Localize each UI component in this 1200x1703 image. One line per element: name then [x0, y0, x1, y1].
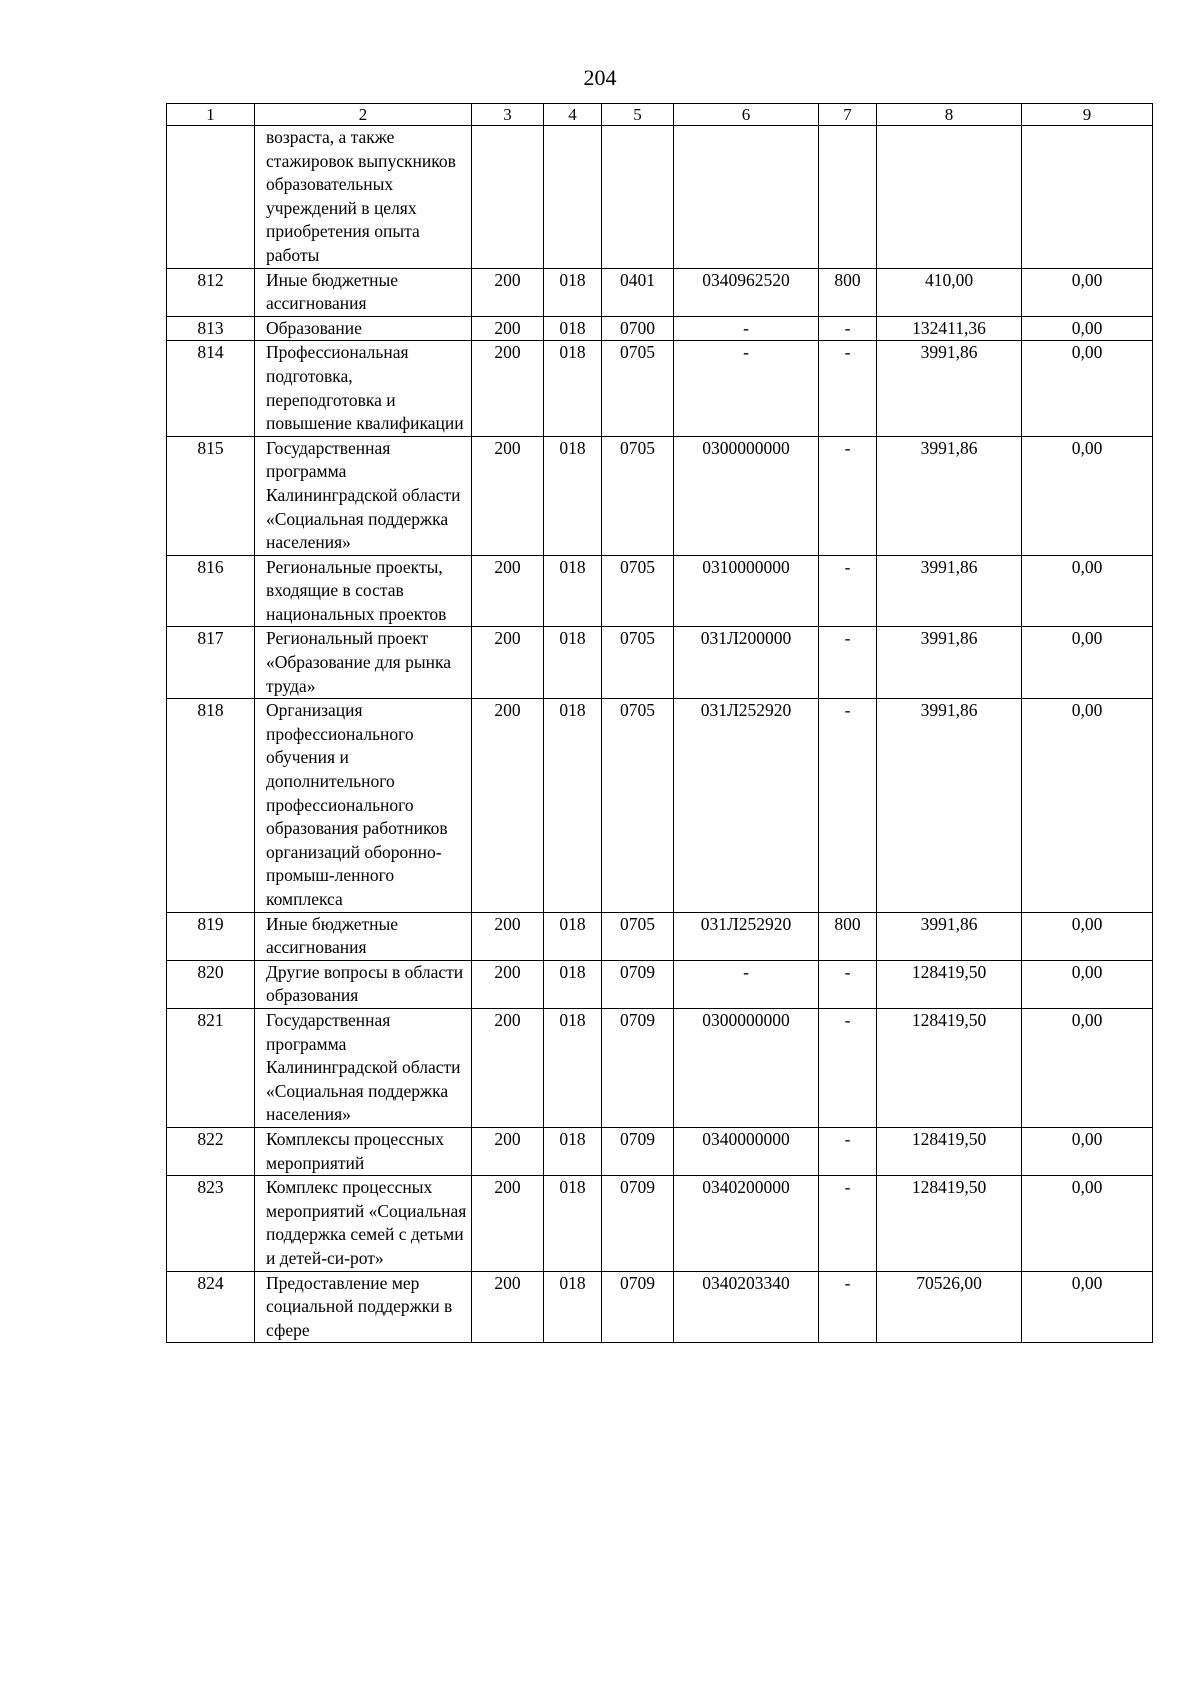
- row-col9: 0,00: [1022, 627, 1153, 699]
- column-header-9: 9: [1022, 104, 1153, 126]
- row-number: 824: [167, 1271, 255, 1343]
- column-header-7: 7: [819, 104, 877, 126]
- column-header-8: 8: [877, 104, 1022, 126]
- row-col8: 3991,86: [877, 912, 1022, 960]
- row-col9: 0,00: [1022, 1008, 1153, 1127]
- row-col7: -: [819, 316, 877, 341]
- row-col6: 0340000000: [674, 1127, 819, 1175]
- row-col4: 018: [544, 341, 602, 436]
- table-row: [167, 1271, 1153, 1343]
- row-col7: 800: [819, 912, 877, 960]
- row-number: 817: [167, 627, 255, 699]
- row-col4: 018: [544, 436, 602, 555]
- row-name: Образование: [255, 316, 472, 341]
- row-col9: [1022, 126, 1153, 269]
- row-col6: 0300000000: [674, 1008, 819, 1127]
- table-row: [167, 126, 1153, 269]
- row-col8: 128419,50: [877, 960, 1022, 1008]
- row-col8: 132411,36: [877, 316, 1022, 341]
- row-col8: 3991,86: [877, 627, 1022, 699]
- row-col6: 031Л252920: [674, 912, 819, 960]
- row-number: 812: [167, 268, 255, 316]
- row-number: 822: [167, 1127, 255, 1175]
- row-col6: 031Л252920: [674, 699, 819, 912]
- row-col6: 0310000000: [674, 555, 819, 627]
- row-col3: 200: [472, 699, 544, 912]
- row-name: Комплексы процессных мероприятий: [255, 1127, 472, 1175]
- row-col4: 018: [544, 1127, 602, 1175]
- row-col3: [472, 126, 544, 269]
- row-col9: 0,00: [1022, 436, 1153, 555]
- row-col5: 0705: [602, 341, 674, 436]
- row-col3: 200: [472, 912, 544, 960]
- row-col8: 70526,00: [877, 1271, 1022, 1343]
- row-col4: 018: [544, 960, 602, 1008]
- row-col5: 0709: [602, 1127, 674, 1175]
- column-header-3: 3: [472, 104, 544, 126]
- page-number: 204: [583, 65, 617, 90]
- row-col9: 0,00: [1022, 316, 1153, 341]
- row-col7: -: [819, 960, 877, 1008]
- row-number: [167, 126, 255, 269]
- row-col7: -: [819, 436, 877, 555]
- row-col6: -: [674, 341, 819, 436]
- column-header-4: 4: [544, 104, 602, 126]
- row-col4: 018: [544, 555, 602, 627]
- row-col5: 0709: [602, 960, 674, 1008]
- row-col4: 018: [544, 268, 602, 316]
- row-col9: 0,00: [1022, 341, 1153, 436]
- table-row: [167, 555, 1153, 627]
- row-col9: 0,00: [1022, 1176, 1153, 1271]
- row-col3: 200: [472, 627, 544, 699]
- table-row: [167, 960, 1153, 1008]
- row-col4: 018: [544, 1176, 602, 1271]
- row-name: Иные бюджетные ассигнования: [255, 268, 472, 316]
- row-col5: 0705: [602, 436, 674, 555]
- row-col4: [544, 126, 602, 269]
- row-col3: 200: [472, 1271, 544, 1343]
- row-col7: -: [819, 555, 877, 627]
- row-name: Профессиональная подготовка, переподготовка и повышение квалификации: [255, 341, 472, 436]
- row-col8: 410,00: [877, 268, 1022, 316]
- row-col7: 800: [819, 268, 877, 316]
- budget-table: [166, 103, 1153, 1343]
- row-col3: 200: [472, 555, 544, 627]
- row-name: Региональный проект «Образование для рынка труда»: [255, 627, 472, 699]
- row-col6: [674, 126, 819, 269]
- row-col9: 0,00: [1022, 1127, 1153, 1175]
- row-col3: 200: [472, 960, 544, 1008]
- row-name: Государственная программа Калининградской области «Социальная поддержка населения»: [255, 436, 472, 555]
- column-header-2: 2: [255, 104, 472, 126]
- table-row: [167, 1127, 1153, 1175]
- table-row: [167, 1176, 1153, 1271]
- row-col9: 0,00: [1022, 699, 1153, 912]
- row-number: 823: [167, 1176, 255, 1271]
- row-col3: 200: [472, 316, 544, 341]
- row-name: Предоставление мер социальной поддержки в сфере: [255, 1271, 472, 1343]
- row-col5: 0709: [602, 1008, 674, 1127]
- row-col9: 0,00: [1022, 912, 1153, 960]
- row-col4: 018: [544, 912, 602, 960]
- row-number: 820: [167, 960, 255, 1008]
- column-header-1: 1: [167, 104, 255, 126]
- row-col5: 0705: [602, 627, 674, 699]
- row-col6: -: [674, 316, 819, 341]
- row-number: 821: [167, 1008, 255, 1127]
- row-name: Организация профессионального обучения и дополнительного профессионального образования работников организаций оборонно-промыш-ленного комплекса: [255, 699, 472, 912]
- row-col8: [877, 126, 1022, 269]
- row-col9: 0,00: [1022, 555, 1153, 627]
- row-col4: 018: [544, 316, 602, 341]
- table-row: [167, 699, 1153, 912]
- table-body: [167, 104, 1153, 1343]
- row-col8: 128419,50: [877, 1008, 1022, 1127]
- row-col8: 128419,50: [877, 1176, 1022, 1271]
- row-name: возраста, а также стажировок выпускников образовательных учреждений в целях приобретения опыта работы: [255, 126, 472, 269]
- row-col4: 018: [544, 1271, 602, 1343]
- row-col5: 0401: [602, 268, 674, 316]
- row-name: Комплекс процессных мероприятий «Социальная поддержка семей с детьми и детей-си-рот»: [255, 1176, 472, 1271]
- table-row: [167, 627, 1153, 699]
- row-col6: 0340962520: [674, 268, 819, 316]
- row-col5: 0709: [602, 1176, 674, 1271]
- row-col7: -: [819, 1127, 877, 1175]
- row-col3: 200: [472, 268, 544, 316]
- row-name: Государственная программа Калининградской области «Социальная поддержка населения»: [255, 1008, 472, 1127]
- row-col7: -: [819, 1008, 877, 1127]
- row-col5: 0705: [602, 555, 674, 627]
- row-number: 818: [167, 699, 255, 912]
- row-col5: 0709: [602, 1271, 674, 1343]
- row-col5: 0700: [602, 316, 674, 341]
- row-col4: 018: [544, 1008, 602, 1127]
- row-col7: -: [819, 341, 877, 436]
- table-row: [167, 436, 1153, 555]
- row-col8: 3991,86: [877, 436, 1022, 555]
- row-col7: -: [819, 699, 877, 912]
- row-col8: 3991,86: [877, 555, 1022, 627]
- row-col5: [602, 126, 674, 269]
- row-col6: 031Л200000: [674, 627, 819, 699]
- row-number: 819: [167, 912, 255, 960]
- row-col3: 200: [472, 436, 544, 555]
- row-col7: -: [819, 1271, 877, 1343]
- row-number: 816: [167, 555, 255, 627]
- row-name: Региональные проекты, входящие в состав национальных проектов: [255, 555, 472, 627]
- row-name: Другие вопросы в области образования: [255, 960, 472, 1008]
- row-col9: 0,00: [1022, 1271, 1153, 1343]
- row-col3: 200: [472, 1008, 544, 1127]
- table-row: [167, 341, 1153, 436]
- table-row: [167, 316, 1153, 341]
- table-row: [167, 268, 1153, 316]
- column-header-5: 5: [602, 104, 674, 126]
- row-col3: 200: [472, 1176, 544, 1271]
- row-col8: 128419,50: [877, 1127, 1022, 1175]
- row-col7: -: [819, 1176, 877, 1271]
- table-header-row: [167, 104, 1153, 126]
- row-col9: 0,00: [1022, 268, 1153, 316]
- row-col4: 018: [544, 627, 602, 699]
- row-col5: 0705: [602, 699, 674, 912]
- row-number: 815: [167, 436, 255, 555]
- row-col6: 0340200000: [674, 1176, 819, 1271]
- row-col6: -: [674, 960, 819, 1008]
- table-row: [167, 912, 1153, 960]
- row-col8: 3991,86: [877, 341, 1022, 436]
- row-col6: 0300000000: [674, 436, 819, 555]
- row-number: 813: [167, 316, 255, 341]
- row-name: Иные бюджетные ассигнования: [255, 912, 472, 960]
- row-col7: -: [819, 627, 877, 699]
- row-number: 814: [167, 341, 255, 436]
- row-col3: 200: [472, 1127, 544, 1175]
- table-row: [167, 1008, 1153, 1127]
- row-col4: 018: [544, 699, 602, 912]
- row-col9: 0,00: [1022, 960, 1153, 1008]
- column-header-6: 6: [674, 104, 819, 126]
- row-col5: 0705: [602, 912, 674, 960]
- row-col3: 200: [472, 341, 544, 436]
- row-col7: [819, 126, 877, 269]
- row-col6: 0340203340: [674, 1271, 819, 1343]
- row-col8: 3991,86: [877, 699, 1022, 912]
